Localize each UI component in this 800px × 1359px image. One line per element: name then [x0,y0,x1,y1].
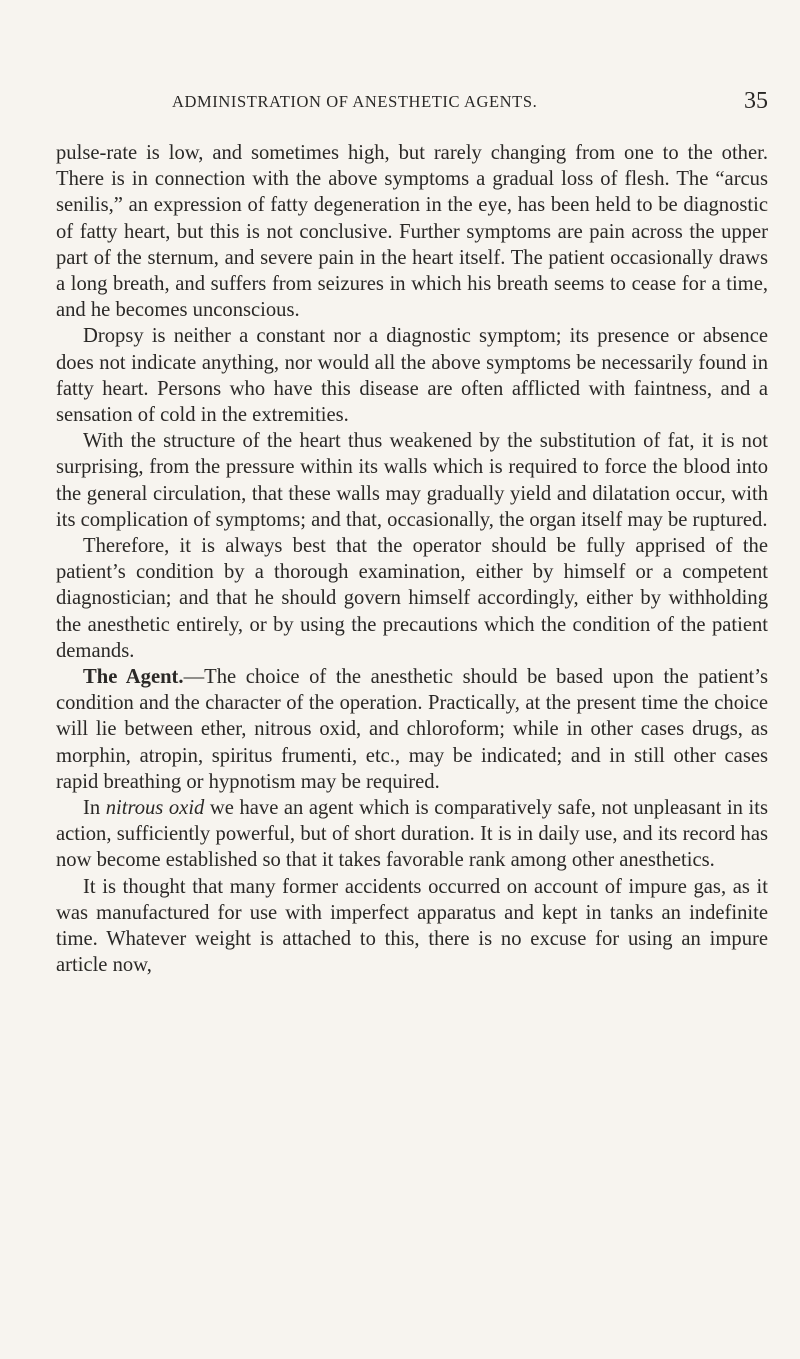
paragraph-fatty-heart-symptoms [56,140,768,323]
paragraph-text: With the structure of the heart thus weakened by the substitution of fat, it is not surprising, from the pressure within its walls which is required to force the blood into the general circulation, that these walls may gradually yield and dilatation occur, with its complication of symptoms; and that, occasionally, the organ itself may be ruptured. [56,430,768,531]
running-header [56,88,768,120]
paragraph-nitrous-oxid [56,795,768,874]
emphasis-term: nitrous oxid [105,797,205,820]
paragraph-text: —The choice of the anesthetic should be based upon the patient’s condition and the character of the operation. Practically, at the present time the choice will lie between ether, nitrous oxid, and chloroform; while in other cases drugs, as morphin, atropin, spiritus frumenti, etc., may be indicated; and in still other cases rapid breathing or hypnotism may be required. [56,666,768,793]
paragraph-text: we have an agent which is comparatively safe, not unpleasant in its action, sufficiently powerful, but of short duration. It is in daily use, and its record has now become established so that it takes favorable rank among other anesthetics. [56,797,769,872]
paragraph-impure-gas [56,874,768,979]
paragraph-lead: In [83,797,106,820]
paragraph-heart-structure [56,428,768,533]
paragraph-text: Dropsy is neither a constant nor a diagnostic symptom; its presence or absence does not indicate anything, nor would all the above symptoms be necessarily found in fatty heart. Persons who have this disease are often afflicted with faintness, and a sensation of cold in the extremities. [56,325,768,427]
running-title: ADMINISTRATION OF ANESTHETIC AGENTS. [172,92,538,111]
page-number: 35 [744,88,768,114]
paragraph-dropsy [56,323,768,428]
paragraph-examination [56,533,768,664]
paragraph-text: pulse-rate is low, and sometimes high, but rarely changing from one to the other. There is in connection with the above symptoms a gradual loss of flesh. The “arcus senilis,” an expression of fatty degeneration in the eye, has been held to be diagnostic of fatty heart, but this is not conclusive. Further symptoms are pain across the upper part of the sternum, and severe pain in the heart itself. The patient occasionally draws a long breath, and suffers from seizures in which his breath seems to cease for a time, and he becomes unconscious. [56,142,768,322]
paragraph-text: It is thought that many former accidents occurred on account of impure gas, as it was manufactured for use with imperfect apparatus and kept in tanks an indefinite time. Whatever weight is attached to this, there is no excuse for using an impure article now, [56,875,768,977]
body-text [56,140,768,979]
paragraph-text: Therefore, it is always best that the operator should be fully apprised of the patient’s condition by a thorough examination, either by himself or a competent diagnostician; and that he should govern himself accordingly, either by withholding the anesthetic entirely, or by using the precautions which the condition of the patient demands. [56,535,768,662]
paragraph-the-agent [56,664,768,795]
section-heading: The Agent. [83,666,184,689]
